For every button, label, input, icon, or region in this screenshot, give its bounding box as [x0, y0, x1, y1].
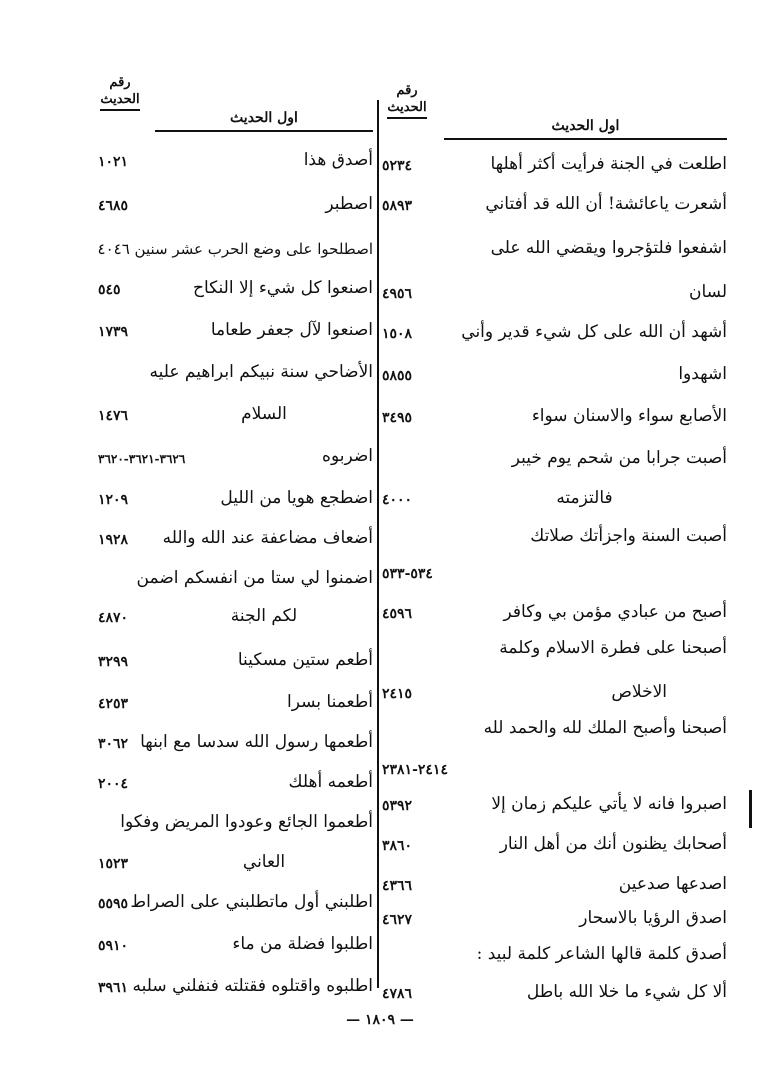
table-row: ١٢٠٩ اضطجع هويا من الليل: [98, 488, 373, 508]
table-row: ٣٩٦١ اطلبوه واقتلوه فقتلته فنفلني سلبه: [98, 976, 373, 996]
table-row: اصطلحوا على وضع الحرب عشر سنين ٤٠٤٦: [97, 240, 373, 258]
table-row: ٥٢٣٤ اطلعت في الجنة فرأيت أكثر أهلها: [382, 154, 727, 174]
header-rule: [155, 130, 373, 132]
number-column-heading: [95, 74, 145, 111]
table-row: أصبت جرابا من شحم يوم خيبر: [511, 448, 727, 468]
table-row: ٤٢٥٣ أطعمنا بسرا: [98, 692, 373, 712]
page-number: — ١٨٠٩ —: [346, 1012, 414, 1028]
left-column-header: [95, 74, 373, 136]
table-row: ٤٠٠٠ فالتزمته: [382, 488, 613, 508]
table-row: ١٤٧٦ السلام: [98, 404, 287, 424]
table-row: ٤٧٨٦ ألا كل شيء ما خلا الله باطل: [382, 982, 727, 1002]
table-row: اشفعوا فلتؤجروا ويقضي الله على: [490, 238, 727, 258]
table-row: ٥٣٤-٥٣٣: [382, 566, 433, 582]
table-row: ٥٤٥ اصنعوا كل شيء إلا النكاح: [98, 278, 373, 298]
table-row: ١٥٠٨ أشهد أن الله على كل شيء قدير وأني: [382, 322, 727, 342]
table-row: أطعموا الجائع وعودوا المريض وفكوا: [120, 812, 373, 832]
number-heading-line2: الحديث: [100, 91, 139, 111]
table-row: ٥٨٩٣ أشعرت ياعائشة! أن الله قد أفتاني: [382, 194, 727, 214]
table-row: ٤٨٧٠ لكم الجنة: [98, 606, 298, 626]
table-row: ٣٦٢٦-٣٦٢١-٣٦٢٠ اضربوه: [98, 446, 373, 466]
table-row: ٤٥٩٦ أصبح من عبادي مؤمن بي وكافر: [382, 602, 727, 622]
table-row: ٥٨٥٥ اشهدوا: [382, 364, 727, 384]
right-column: [382, 82, 727, 1002]
table-row: أصدق كلمة قالها الشاعر كلمة لبيد :: [476, 944, 727, 964]
table-row: ٤٣٦٦ اصدعها صدعين: [382, 874, 727, 894]
table-row: ٢٤١٥ الاخلاص: [382, 682, 667, 702]
left-column: [95, 75, 373, 996]
table-row: ٥٩١٠ اطلبوا فضلة من ماء: [98, 934, 373, 954]
table-row: ١٩٢٨ أضعاف مضاعفة عند الله والله: [98, 528, 373, 548]
table-row: ١٧٣٩ اصنعوا لآل جعفر طعاما: [98, 320, 373, 340]
table-row: ٢٤١٤-٢٣٨١: [382, 762, 448, 778]
number-heading-line2: الحديث: [387, 99, 426, 119]
first-column-heading: اول الحديث: [230, 110, 298, 126]
first-column-heading: اول الحديث: [551, 118, 620, 134]
table-row: ٣٤٩٥ الأصابع سواء والاسنان سواء: [382, 406, 727, 426]
table-row: اضمنوا لي ستا من انفسكم اضمن: [136, 568, 373, 588]
right-column-header: [382, 82, 727, 144]
page-edge-mark: [749, 790, 752, 828]
table-row: ٣٢٩٩ أطعم ستين مسكينا: [98, 650, 373, 670]
table-row: ١٠٢١ أصدق هذا: [98, 150, 373, 170]
number-heading-line1: رقم: [109, 75, 131, 90]
table-row: أصبحنا وأصبح الملك لله والحمد لله: [483, 718, 727, 738]
table-row: ٤٩٥٦ لسان: [382, 282, 727, 302]
column-divider: [377, 100, 379, 988]
number-heading-line1: رقم: [396, 83, 418, 98]
table-row: ٤٦٨٥ اصطبر: [98, 194, 373, 214]
number-column-heading: [382, 82, 432, 119]
table-row: ٥٥٩٥ اطلبني أول ماتطلبني على الصراط: [98, 892, 373, 912]
table-row: الأضاحي سنة نبيكم ابراهيم عليه: [149, 362, 373, 382]
table-row: ٣٠٦٢ أطعمها رسول الله سدسا مع ابنها: [98, 732, 373, 752]
table-row: أصبحنا على فطرة الاسلام وكلمة: [499, 638, 727, 658]
table-row: أصبت السنة واجزأتك صلاتك: [530, 526, 727, 546]
table-row: ٥٣٩٢ اصبروا فانه لا يأتي عليكم زمان إلا: [382, 794, 727, 814]
table-row: ٣٨٦٠ أصحابك يظنون أنك من أهل النار: [382, 834, 727, 854]
header-rule: [444, 138, 727, 140]
table-row: ١٥٢٣ العاني: [98, 852, 286, 872]
table-row: ٢٠٠٤ أطعمه أهلك: [98, 772, 373, 792]
table-row: ٤٦٢٧ اصدق الرؤيا بالاسحار: [382, 908, 727, 928]
